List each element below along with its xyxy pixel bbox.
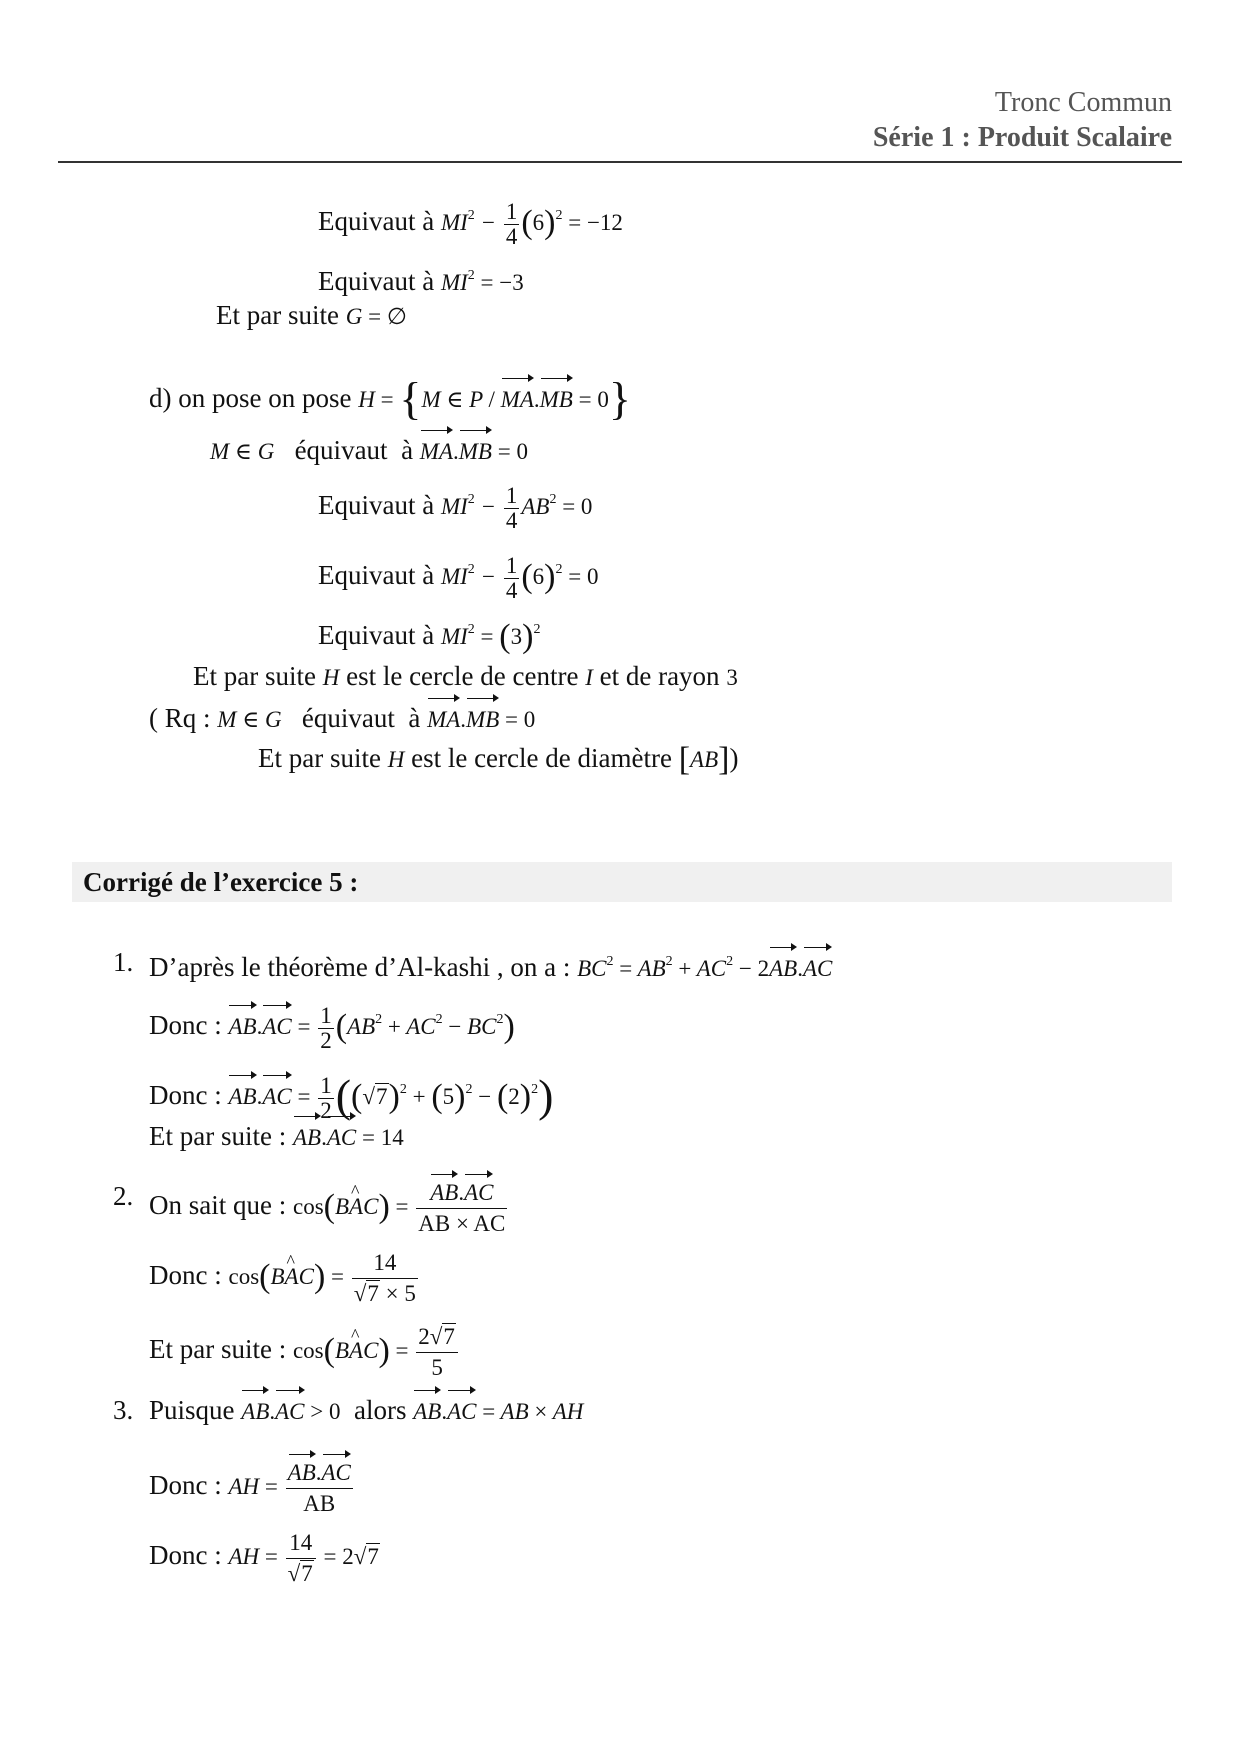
equation-line: Donc : cos(BA ^C) = $\frac{14}{√7 \times 5}$ [149, 1248, 420, 1309]
equation-line: Donc : AH = $\frac{14}{√7}$ = 2√7 [149, 1530, 379, 1586]
conclusion-line: Et par suite H est le cercle de centre I et de rayon 3 [193, 661, 738, 691]
list-item-number: 3. [113, 1395, 134, 1425]
conclusion-line: Et par suite G = ∅ [216, 300, 407, 330]
series-title: Série 1 : Produit Scalaire [872, 122, 1172, 153]
equation-line: Equivaut à $MI^2 = (3)^2$ [318, 618, 541, 655]
header-rule [58, 161, 1182, 163]
list-item: Puisque AB.AC > 0 alors AB.AC = AB × AH [149, 1392, 583, 1430]
equation-line: Donc : AB.AC = $\frac{1}{2}$ $((√7)^2 + (5)^2 - (2)^2)$ [149, 1070, 554, 1124]
equation-line: Equivaut à $MI^2 = -3$ [318, 266, 524, 296]
equation-line: M ∈ G équivaut à MA.MB = 0 [210, 432, 528, 470]
equation-line: Equivaut à $MI^2$ − $\frac{1}{4}$ $(6)^2 = -12$ [318, 199, 623, 250]
equation-line: Equivaut à $MI^2$ − $\frac{1}{4}$ $(6)^2 = 0$ [318, 553, 599, 604]
remark-conclusion: Et par suite H est le cercle de diamètre [AB]) [258, 741, 739, 778]
part-d-intro: d) on pose on pose H = {M ∈ P / MA.MB = 0} [149, 373, 631, 424]
list-item: On sait que : cos(BA ^C) = $\frac{AB.AC}{AB \times AC}$ [149, 1178, 509, 1239]
equation-line: Equivaut à $MI^2$ − $\frac{1}{4}$ $AB^2 = 0$ [318, 483, 593, 534]
section-title: Corrigé de l’exercice 5 : [83, 867, 359, 897]
conclusion-line: Et par suite : cos(BA ^C) = $\frac{2√7}{5}$ [149, 1322, 460, 1383]
list-item-number: 2. [113, 1181, 134, 1211]
equation-line: Donc : AH = $\frac{AB.AC}{AB}$ [149, 1460, 351, 1516]
list-item-number: 1. [113, 947, 134, 977]
equation-line: Donc : AB.AC = $\frac{1}{2}$ $(AB^2 + AC^2 - BC^2)$ [149, 1003, 515, 1054]
list-item: D’après le théorème d’Al-kashi , on a : $BC^2 = AB^2 + AC^2 - 2AB.AC$ [149, 944, 832, 987]
remark-line: ( Rq : M ∈ G équivaut à MA.MB = 0 [149, 700, 535, 738]
course-name: Tronc Commun [994, 87, 1172, 118]
conclusion-line: Et par suite : AB.AC = 14 [149, 1118, 404, 1156]
